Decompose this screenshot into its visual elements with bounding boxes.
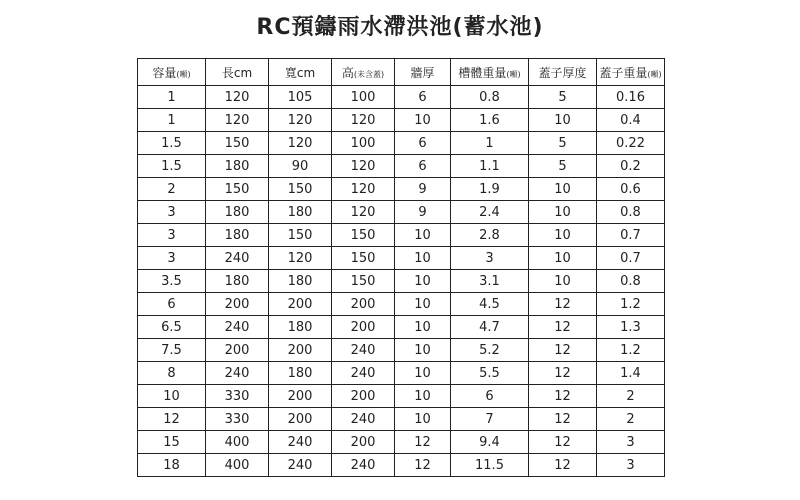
table-cell: 150 [206, 132, 269, 155]
table-cell: 12 [138, 408, 206, 431]
table-cell: 18 [138, 454, 206, 477]
table-cell: 2 [138, 178, 206, 201]
table-cell: 15 [138, 431, 206, 454]
table-cell: 12 [529, 431, 597, 454]
table-cell: 200 [332, 431, 395, 454]
column-header [138, 59, 206, 86]
table-row [138, 293, 665, 316]
table-cell: 180 [269, 270, 332, 293]
table-cell: 3 [597, 454, 665, 477]
table-cell: 240 [332, 408, 395, 431]
table-cell: 330 [206, 385, 269, 408]
table-row [138, 339, 665, 362]
table-row [138, 408, 665, 431]
column-header [597, 59, 665, 86]
table-cell: 1.2 [597, 339, 665, 362]
table-cell: 200 [206, 293, 269, 316]
table-cell: 1.5 [138, 155, 206, 178]
table-cell: 100 [332, 86, 395, 109]
table-cell: 120 [206, 109, 269, 132]
table-cell: 12 [529, 408, 597, 431]
table-cell: 2.8 [451, 224, 529, 247]
table-cell: 5 [529, 132, 597, 155]
table-cell: 120 [206, 86, 269, 109]
table-cell: 240 [332, 339, 395, 362]
table-cell: 10 [529, 178, 597, 201]
table-cell: 150 [332, 224, 395, 247]
table-cell: 10 [529, 270, 597, 293]
table-row [138, 362, 665, 385]
table-row [138, 132, 665, 155]
table-cell: 1.9 [451, 178, 529, 201]
table-row [138, 155, 665, 178]
table-cell: 6 [395, 86, 451, 109]
column-header-unit: (噸) [647, 69, 662, 79]
table-cell: 240 [269, 454, 332, 477]
table-cell: 12 [395, 454, 451, 477]
table-row [138, 178, 665, 201]
table-cell: 9 [395, 178, 451, 201]
table-cell: 90 [269, 155, 332, 178]
table-cell: 180 [206, 201, 269, 224]
table-cell: 180 [269, 316, 332, 339]
table-cell: 100 [332, 132, 395, 155]
table-cell: 120 [269, 247, 332, 270]
column-header-label: 蓋子厚度 [538, 65, 587, 80]
table-cell: 6 [395, 132, 451, 155]
column-header-label: 寬cm [284, 65, 316, 80]
table-cell: 240 [206, 362, 269, 385]
table-cell: 10 [529, 247, 597, 270]
table-cell: 0.6 [597, 178, 665, 201]
table-cell: 6 [395, 155, 451, 178]
table-cell: 3 [597, 431, 665, 454]
page-title: RC預鑄雨水滯洪池(蓄水池) [256, 15, 544, 40]
table-cell: 240 [332, 362, 395, 385]
table-cell: 0.2 [597, 155, 665, 178]
table-row [138, 270, 665, 293]
table-cell: 11.5 [451, 454, 529, 477]
table-cell: 12 [529, 454, 597, 477]
table-cell: 150 [332, 270, 395, 293]
table-cell: 6 [138, 293, 206, 316]
table-cell: 1.1 [451, 155, 529, 178]
table-cell: 120 [332, 109, 395, 132]
table-cell: 9.4 [451, 431, 529, 454]
table-cell: 180 [206, 270, 269, 293]
table-cell: 5.2 [451, 339, 529, 362]
table-cell: 0.7 [597, 247, 665, 270]
table-cell: 180 [206, 224, 269, 247]
column-header-label: 蓋子重量 [599, 65, 648, 80]
spec-table [137, 58, 665, 477]
table-cell: 0.22 [597, 132, 665, 155]
table-cell: 6.5 [138, 316, 206, 339]
table-cell: 120 [332, 178, 395, 201]
table-cell: 7.5 [138, 339, 206, 362]
table-cell: 10 [395, 339, 451, 362]
table-cell: 1.4 [597, 362, 665, 385]
table-cell: 1.5 [138, 132, 206, 155]
column-header-unit: (未含蓋) [353, 69, 385, 79]
table-cell: 1 [138, 109, 206, 132]
table-cell: 150 [332, 247, 395, 270]
table-body [138, 86, 665, 477]
table-cell: 8 [138, 362, 206, 385]
table-cell: 12 [529, 362, 597, 385]
table-cell: 200 [206, 339, 269, 362]
table-cell: 200 [269, 408, 332, 431]
table-cell: 12 [529, 385, 597, 408]
table-cell: 0.16 [597, 86, 665, 109]
table-row [138, 109, 665, 132]
table-cell: 0.8 [597, 270, 665, 293]
column-header-label: 牆厚 [410, 65, 435, 80]
table-cell: 1.3 [597, 316, 665, 339]
column-header-label: 槽體重量 [458, 65, 507, 80]
table-cell: 3.5 [138, 270, 206, 293]
column-header-unit: (噸) [506, 69, 521, 79]
table-cell: 200 [269, 339, 332, 362]
table-cell: 0.8 [597, 201, 665, 224]
column-header-label: 容量 [152, 65, 177, 80]
table-cell: 5.5 [451, 362, 529, 385]
table-cell: 3 [138, 247, 206, 270]
table-cell: 400 [206, 454, 269, 477]
table-cell: 4.7 [451, 316, 529, 339]
table-cell: 10 [529, 224, 597, 247]
table-cell: 10 [395, 293, 451, 316]
table-cell: 3.1 [451, 270, 529, 293]
table-cell: 3 [451, 247, 529, 270]
table-cell: 180 [269, 201, 332, 224]
table-cell: 150 [269, 224, 332, 247]
table-cell: 240 [206, 247, 269, 270]
table-cell: 0.8 [451, 86, 529, 109]
table-cell: 240 [332, 454, 395, 477]
table-cell: 200 [332, 316, 395, 339]
table-cell: 10 [395, 408, 451, 431]
table-cell: 180 [269, 362, 332, 385]
table-cell: 200 [269, 385, 332, 408]
table-cell: 12 [529, 316, 597, 339]
table-cell: 330 [206, 408, 269, 431]
table-cell: 0.4 [597, 109, 665, 132]
table-cell: 2 [597, 385, 665, 408]
column-header [395, 59, 451, 86]
table-cell: 3 [138, 201, 206, 224]
table-cell: 10 [395, 224, 451, 247]
table-cell: 0.7 [597, 224, 665, 247]
table-cell: 2.4 [451, 201, 529, 224]
table-cell: 200 [269, 293, 332, 316]
column-header [206, 59, 269, 86]
column-header [529, 59, 597, 86]
table-cell: 240 [206, 316, 269, 339]
column-header-label: 高 [341, 65, 354, 80]
table-row [138, 247, 665, 270]
table-cell: 5 [529, 86, 597, 109]
column-header [451, 59, 529, 86]
table-cell: 7 [451, 408, 529, 431]
column-header [269, 59, 332, 86]
table-cell: 10 [529, 201, 597, 224]
table-cell: 10 [395, 316, 451, 339]
table-cell: 1 [138, 86, 206, 109]
table-cell: 10 [529, 109, 597, 132]
table-cell: 200 [332, 293, 395, 316]
table-cell: 105 [269, 86, 332, 109]
table-cell: 10 [395, 109, 451, 132]
table-row [138, 201, 665, 224]
table-header-row [138, 59, 665, 86]
table-cell: 4.5 [451, 293, 529, 316]
table-row [138, 316, 665, 339]
table-cell: 6 [451, 385, 529, 408]
table-cell: 1.6 [451, 109, 529, 132]
table-cell: 3 [138, 224, 206, 247]
table-row [138, 86, 665, 109]
table-cell: 120 [269, 109, 332, 132]
table-row [138, 454, 665, 477]
column-header-label: 長cm [221, 65, 253, 80]
table-cell: 10 [395, 270, 451, 293]
table-cell: 150 [206, 178, 269, 201]
table-cell: 12 [529, 293, 597, 316]
table-cell: 150 [269, 178, 332, 201]
table-cell: 180 [206, 155, 269, 178]
table-cell: 120 [269, 132, 332, 155]
table-cell: 10 [138, 385, 206, 408]
table-cell: 120 [332, 155, 395, 178]
table-row [138, 224, 665, 247]
table-cell: 12 [529, 339, 597, 362]
table-cell: 10 [395, 385, 451, 408]
table-cell: 120 [332, 201, 395, 224]
table-cell: 12 [395, 431, 451, 454]
table-row [138, 431, 665, 454]
table-cell: 400 [206, 431, 269, 454]
table-cell: 240 [269, 431, 332, 454]
table-cell: 5 [529, 155, 597, 178]
table-cell: 200 [332, 385, 395, 408]
table-cell: 1.2 [597, 293, 665, 316]
table-cell: 2 [597, 408, 665, 431]
table-cell: 9 [395, 201, 451, 224]
table-cell: 10 [395, 247, 451, 270]
table-cell: 1 [451, 132, 529, 155]
column-header [332, 59, 395, 86]
table-row [138, 385, 665, 408]
column-header-unit: (噸) [176, 69, 191, 79]
table-cell: 10 [395, 362, 451, 385]
